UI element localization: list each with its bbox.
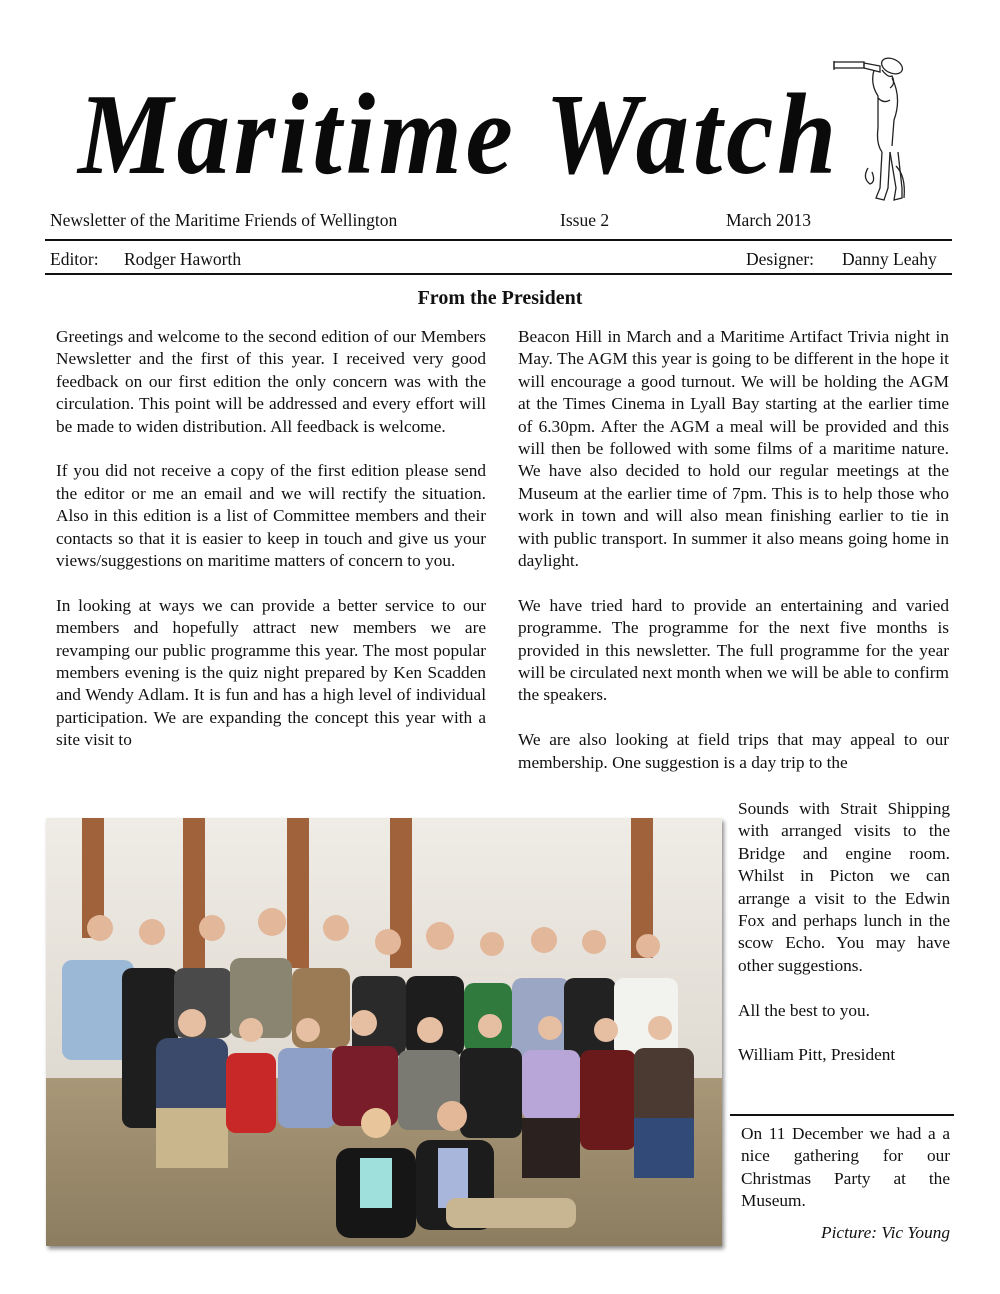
- paragraph: All the best to you.: [738, 1000, 870, 1020]
- paragraph: We are also looking at field trips that may appeal to our membership. One suggestion is a day trip to the: [518, 730, 949, 772]
- masthead-divider-top: [45, 239, 952, 241]
- editor-name: Rodger Haworth: [124, 249, 242, 269]
- paragraph: Greetings and welcome to the second edition of our Members Newsletter and the first of this year. I received very good feedback on our first edition the only concern was with the circulation. This point will be addressed and every effort will be made to widen distribution. All feedback is welcome.: [56, 327, 486, 436]
- masthead-divider-bottom: [45, 273, 952, 275]
- paragraph: In looking at ways we can provide a better service to our members and hopefully attract new members we are revamping our public programme this year. The most popular members evening is the quiz night prepared by Ken Scadden and Wendy Adlam. It is fun and has a high level of individual participation. We are expanding the concept this year with a site visit to: [56, 595, 486, 750]
- paragraph: Beacon Hill in March and a Maritime Artifact Trivia night in May. The AGM this year is going to be different in the hope it will encourage a good turnout. We will be holding the AGM at the Times Cinema in Lyall Bay starting at the earlier time of 6.30pm. After the AGM a meal will be provided and this will then be followed with some films of a maritime nature. We have also decided to hold our regular meetings at the Museum at the earlier time of 7pm. This is to help those who work in town and will also mean finishing earlier to tie in with public transport. In summer it also means going home in daylight.: [518, 327, 949, 571]
- photo-caption: On 11 December we had a a nice gathering for our Christmas Party at the Museum.: [741, 1124, 950, 1211]
- newsletter-subtitle: Newsletter of the Maritime Friends of Wellington: [50, 210, 398, 230]
- paragraph: If you did not receive a copy of the first edition please send the editor or me an email and we will rectify the situation. Also in this edition is a list of Committee members and their contacts so that it is easier to keep in touch and give us your views/suggestions on maritime matters of concern to you.: [56, 461, 486, 571]
- paragraph: Sounds with Strait Shipping with arranged visits to the Bridge and engine room. Whilst in Picton we can arrange a visit to the Edwin Fox and perhaps lunch in the scow Echo. You may have other suggestions.: [738, 799, 950, 975]
- photo-credit: Picture: Vic Young: [821, 1223, 950, 1242]
- editor-label: Editor:: [50, 249, 99, 269]
- article-left-column: [56, 326, 486, 774]
- lookout-with-telescope-icon: [832, 48, 912, 218]
- signature: William Pitt, President: [738, 1045, 896, 1065]
- issue-number: Issue 2: [560, 210, 610, 230]
- paragraph: We have tried hard to provide an entertaining and varied programme. The programme for the next five months is provided in this newsletter. The full programme for the year will be circulated next month when we will be able to confirm the speakers.: [518, 595, 949, 705]
- designer-label: Designer:: [746, 249, 815, 269]
- article-right-column: [518, 326, 949, 774]
- group-photo: [46, 818, 722, 1246]
- designer-name: Danny Leahy: [842, 249, 937, 269]
- article-narrow-column: [738, 798, 950, 1089]
- newsletter-title: Maritime Watch: [78, 71, 841, 199]
- caption-divider: [730, 1114, 954, 1116]
- article-title: From the President: [417, 287, 583, 309]
- issue-date: March 2013: [726, 210, 812, 230]
